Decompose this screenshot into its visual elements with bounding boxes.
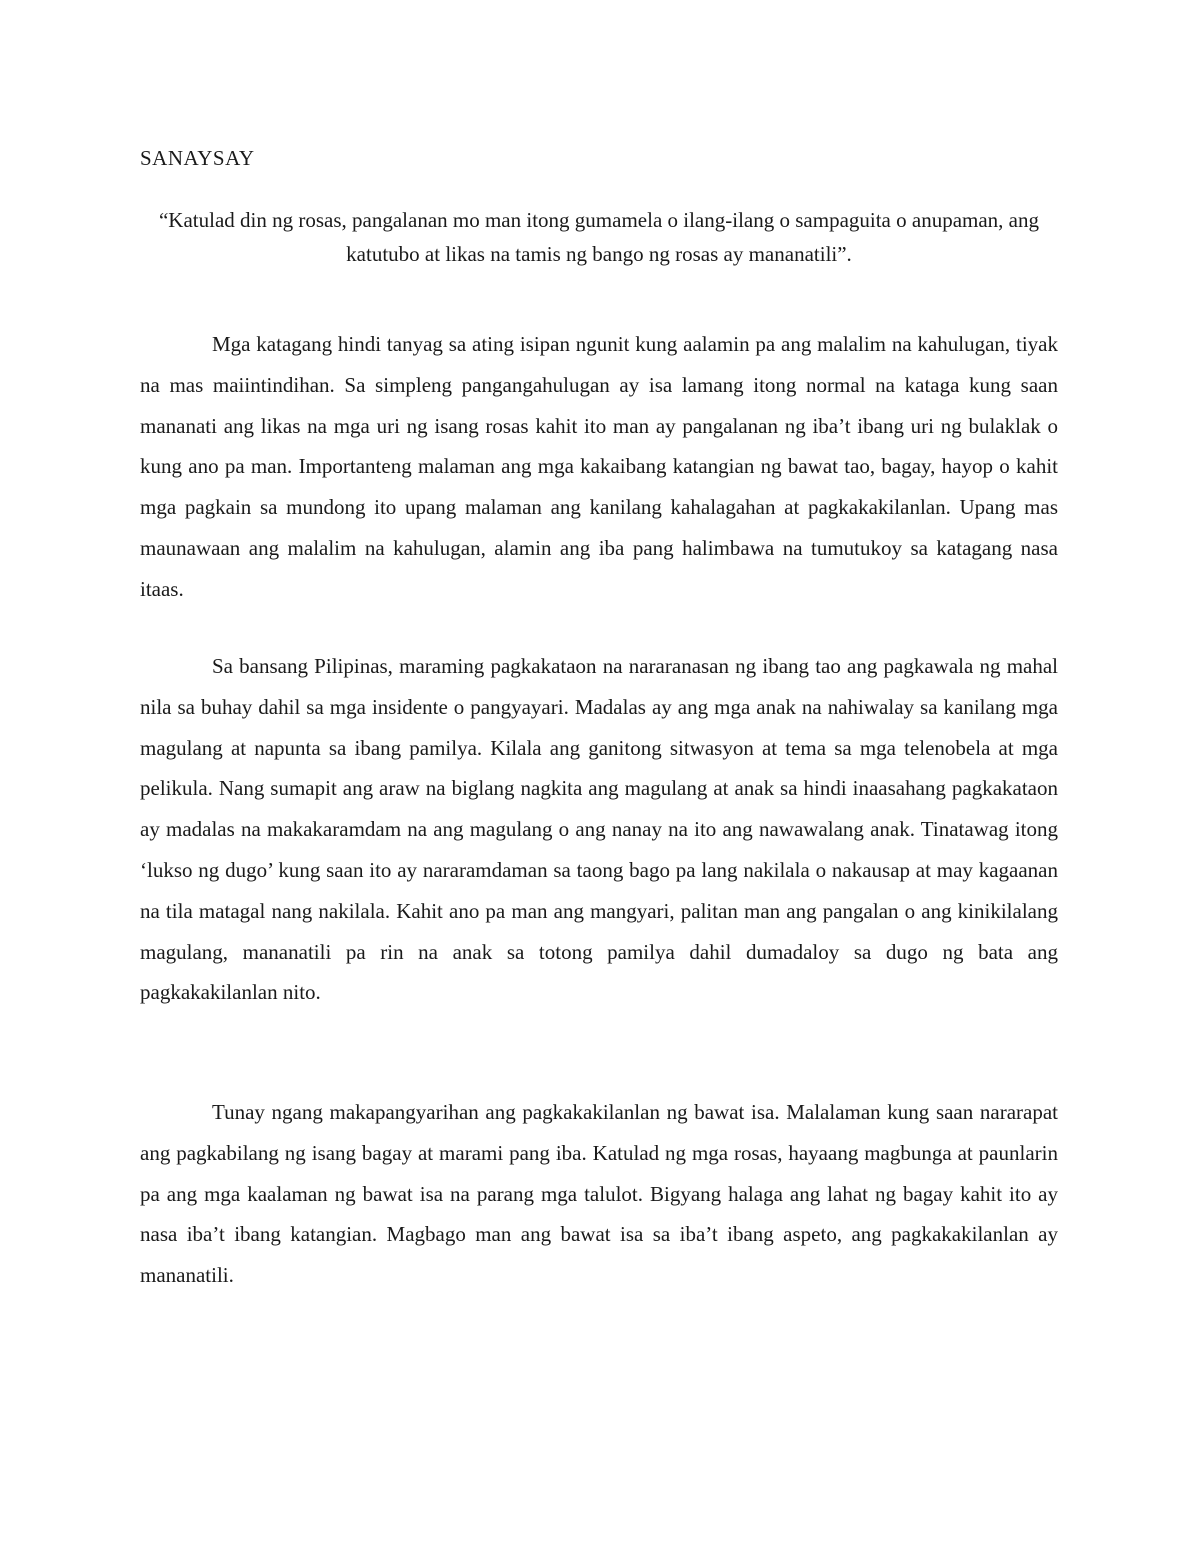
body-paragraph-3: Tunay ngang makapangyarihan ang pagkakakilanlan ng bawat isa. Malalaman kung saan nararapat ang pagkabilang ng isang bagay at marami pang iba. Katulad ng mga rosas, hayaang magbunga at paunlarin pa ang mga kaalaman ng bawat isa na parang mga talulot. Bigyang halaga ang lahat ng bagay kahit ito ay nasa iba’t ibang katangian. Magbago man ang bawat isa sa iba’t ibang aspeto, ang pagkakakilanlan ay mananatili. [140,1100,1058,1288]
document-title: SANAYSAY [140,146,255,170]
body-paragraph-2: Sa bansang Pilipinas, maraming pagkakataon na nararanasan ng ibang tao ang pagkawala ng mahal nila sa buhay dahil sa mga insidente o pangyayari. Madalas ay ang mga anak na nahiwalay sa kanilang mga magulang at napunta sa ibang pamilya. Kilala ang ganitong sitwasyon at tema sa mga telenobela at mga pelikula. Nang sumapit ang araw na biglang nagkita ang magulang at anak sa hindi inaasahang pagkakataon ay madalas na makakaramdam na ang magulang o ang nanay na ito ang nawawalang anak. Tinatawag itong ‘lukso ng dugo’ kung saan ito ay nararamdaman sa taong bago pa lang nakilala o nakausap at may kagaanan na tila matagal nang nakilala. Kahit ano pa man ang mangyari, palitan man ang pangalan o ang kinikilalang magulang, mananatili pa rin na anak sa totong pamilya dahil dumadaloy sa dugo ng bata ang pagkakakilanlan nito. [140,654,1058,1005]
body-paragraph-1: Mga katagang hindi tanyag sa ating isipan ngunit kung aalamin pa ang malalim na kahulugan, tiyak na mas maiintindihan. Sa simpleng pangangahulugan ay isa lamang itong normal na kataga kung saan mananati ang likas na mga uri ng isang rosas kahit ito man ay pangalanan ng iba’t ibang uri ng bulaklak o kung ano pa man. Importanteng malaman ang mga kakaibang katangian ng bawat tao, bagay, hayop o kahit mga pagkain sa mundong ito upang malaman ang kanilang kahalagahan at pagkakakilanlan. Upang mas maunawaan ang malalim na kahulugan, alamin ang iba pang halimbawa na tumutukoy sa katagang nasa itaas. [140,332,1058,601]
epigraph-quote: “Katulad din ng rosas, pangalanan mo man itong gumamela o ilang-ilang o sampaguita o anupaman, ang katutubo at likas na tamis ng bango ng rosas ay mananatili”. [158,208,1039,266]
document-page [140,0,1058,1553]
